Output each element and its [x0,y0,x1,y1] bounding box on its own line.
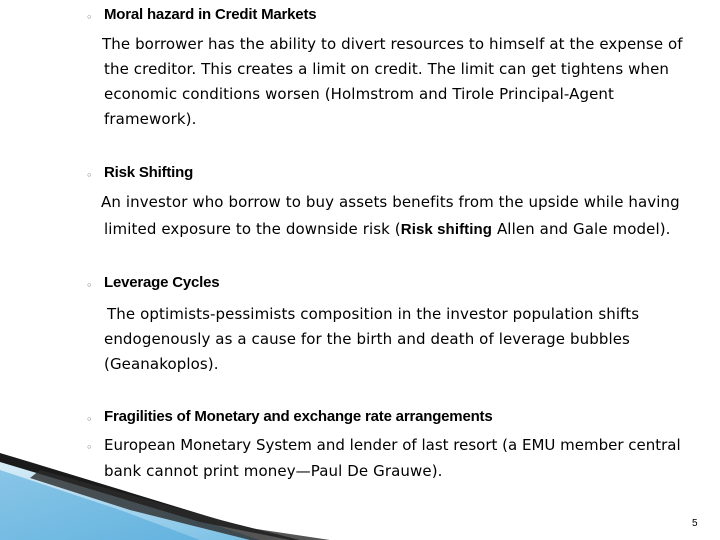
risk-shifting-inline-bold: Risk shifting [400,221,493,238]
ems-line-2: bank cannot print money—Paul De Grauwe). [104,462,443,480]
risk-shifting-line-1: An investor who borrow to buy assets benefits from the upside while having [101,193,680,211]
heading-ems: European Monetary System and lender of last resort (a EMU member central [104,436,681,454]
risk-shifting-line-2-start: limited exposure to the downside risk ( [104,220,401,238]
bullet-icon: ◦ [86,279,93,292]
bullet-icon: ◦ [86,11,93,24]
heading-leverage-cycles: Leverage Cycles [104,274,220,291]
leverage-line-2: endogenously as a cause for the birth and death of leverage bubbles [104,330,630,348]
risk-shifting-line-2-end: Allen and Gale model). [492,220,671,238]
risk-shifting-line-2 [104,217,671,242]
bullet-icon: ◦ [86,413,93,426]
moral-hazard-line-4: framework). [104,110,197,128]
moral-hazard-line-1: The borrower has the ability to divert resources to himself at the expense of [102,35,683,53]
heading-fragilities: Fragilities of Monetary and exchange rate arrangements [104,408,493,425]
heading-risk-shifting: Risk Shifting [104,164,194,181]
leverage-line-3: (Geanakoplos). [104,355,219,373]
heading-moral-hazard: Moral hazard in Credit Markets [104,6,317,23]
leverage-line-1: The optimists-pessimists composition in the investor population shifts [107,305,640,323]
page-number: 5 [692,518,698,529]
moral-hazard-line-3: economic conditions worsen (Holmstrom and Tirole Principal-Agent [104,85,615,103]
bullet-icon: ◦ [86,169,93,182]
bullet-icon: ◦ [86,441,93,454]
moral-hazard-line-2: the creditor. This creates a limit on credit. The limit can get tightens when [104,60,670,78]
